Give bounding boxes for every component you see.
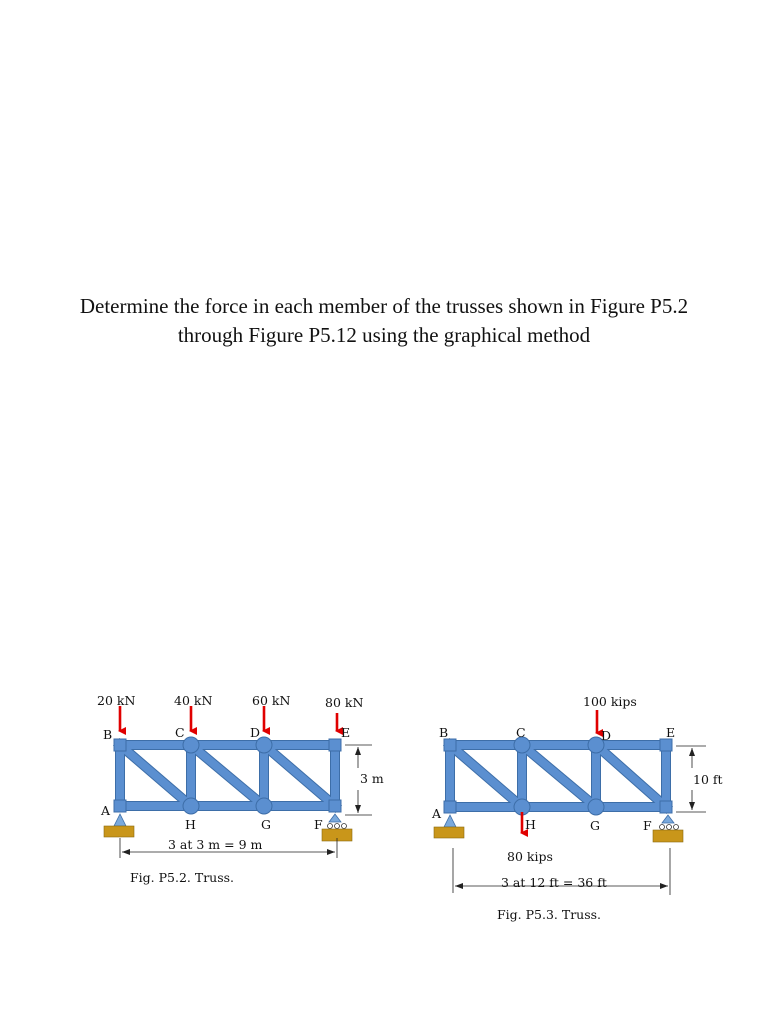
roller-support-f-p5-3 (653, 815, 683, 842)
node-label-e-p5-3: E (666, 725, 676, 740)
caption-p5-3: Fig. P5.3. Truss. (497, 907, 602, 922)
node-label-b-p5-3: B (439, 725, 449, 740)
load-label-4-p5-2: 80 kN (325, 695, 364, 710)
node-label-a-p5-2: A (101, 803, 111, 818)
node-label-a-p5-3: A (432, 806, 442, 821)
span-dim-label-p5-2: 3 at 3 m = 9 m (168, 837, 263, 852)
node-label-h-p5-3: H (525, 817, 536, 832)
node-label-c-p5-3: C (516, 725, 526, 740)
node-label-d-p5-3: D (601, 728, 612, 743)
node-label-f-p5-3: F (643, 818, 652, 833)
roller-support-f-p5-2 (322, 814, 352, 841)
node-label-g-p5-2: G (261, 817, 271, 832)
node-label-e-p5-2: E (341, 725, 351, 740)
problem-line-2: through Figure P5.12 using the graphical method (177, 323, 591, 347)
figure-p5-3 (431, 694, 723, 922)
node-label-c-p5-2: C (175, 725, 185, 740)
height-dim-label-p5-3: 10 ft (693, 772, 723, 787)
load-label-3-p5-2: 60 kN (252, 693, 291, 708)
problem-line-1: Determine the force in each member of the trusses shown in Figure P5.2 (79, 294, 689, 318)
node-label-b-p5-2: B (103, 727, 113, 742)
figure-p5-2 (97, 693, 384, 885)
height-dim-label-p5-2: 3 m (360, 771, 384, 786)
truss-members-p5-2 (114, 737, 341, 814)
node-label-h-p5-2: H (185, 817, 196, 832)
node-label-f-p5-2: F (314, 817, 323, 832)
load-label-2-p5-2: 40 kN (174, 693, 213, 708)
load-label-bottom-p5-3: 80 kips (507, 849, 553, 864)
caption-p5-2: Fig. P5.2. Truss. (130, 870, 235, 885)
span-dim-label-p5-3: 3 at 12 ft = 36 ft (501, 875, 607, 890)
node-label-d-p5-2: D (250, 725, 261, 740)
node-label-g-p5-3: G (590, 818, 600, 833)
truss-members-p5-3 (444, 737, 672, 815)
load-label-1-p5-2: 20 kN (97, 693, 136, 708)
load-label-top-p5-3: 100 kips (583, 694, 637, 709)
